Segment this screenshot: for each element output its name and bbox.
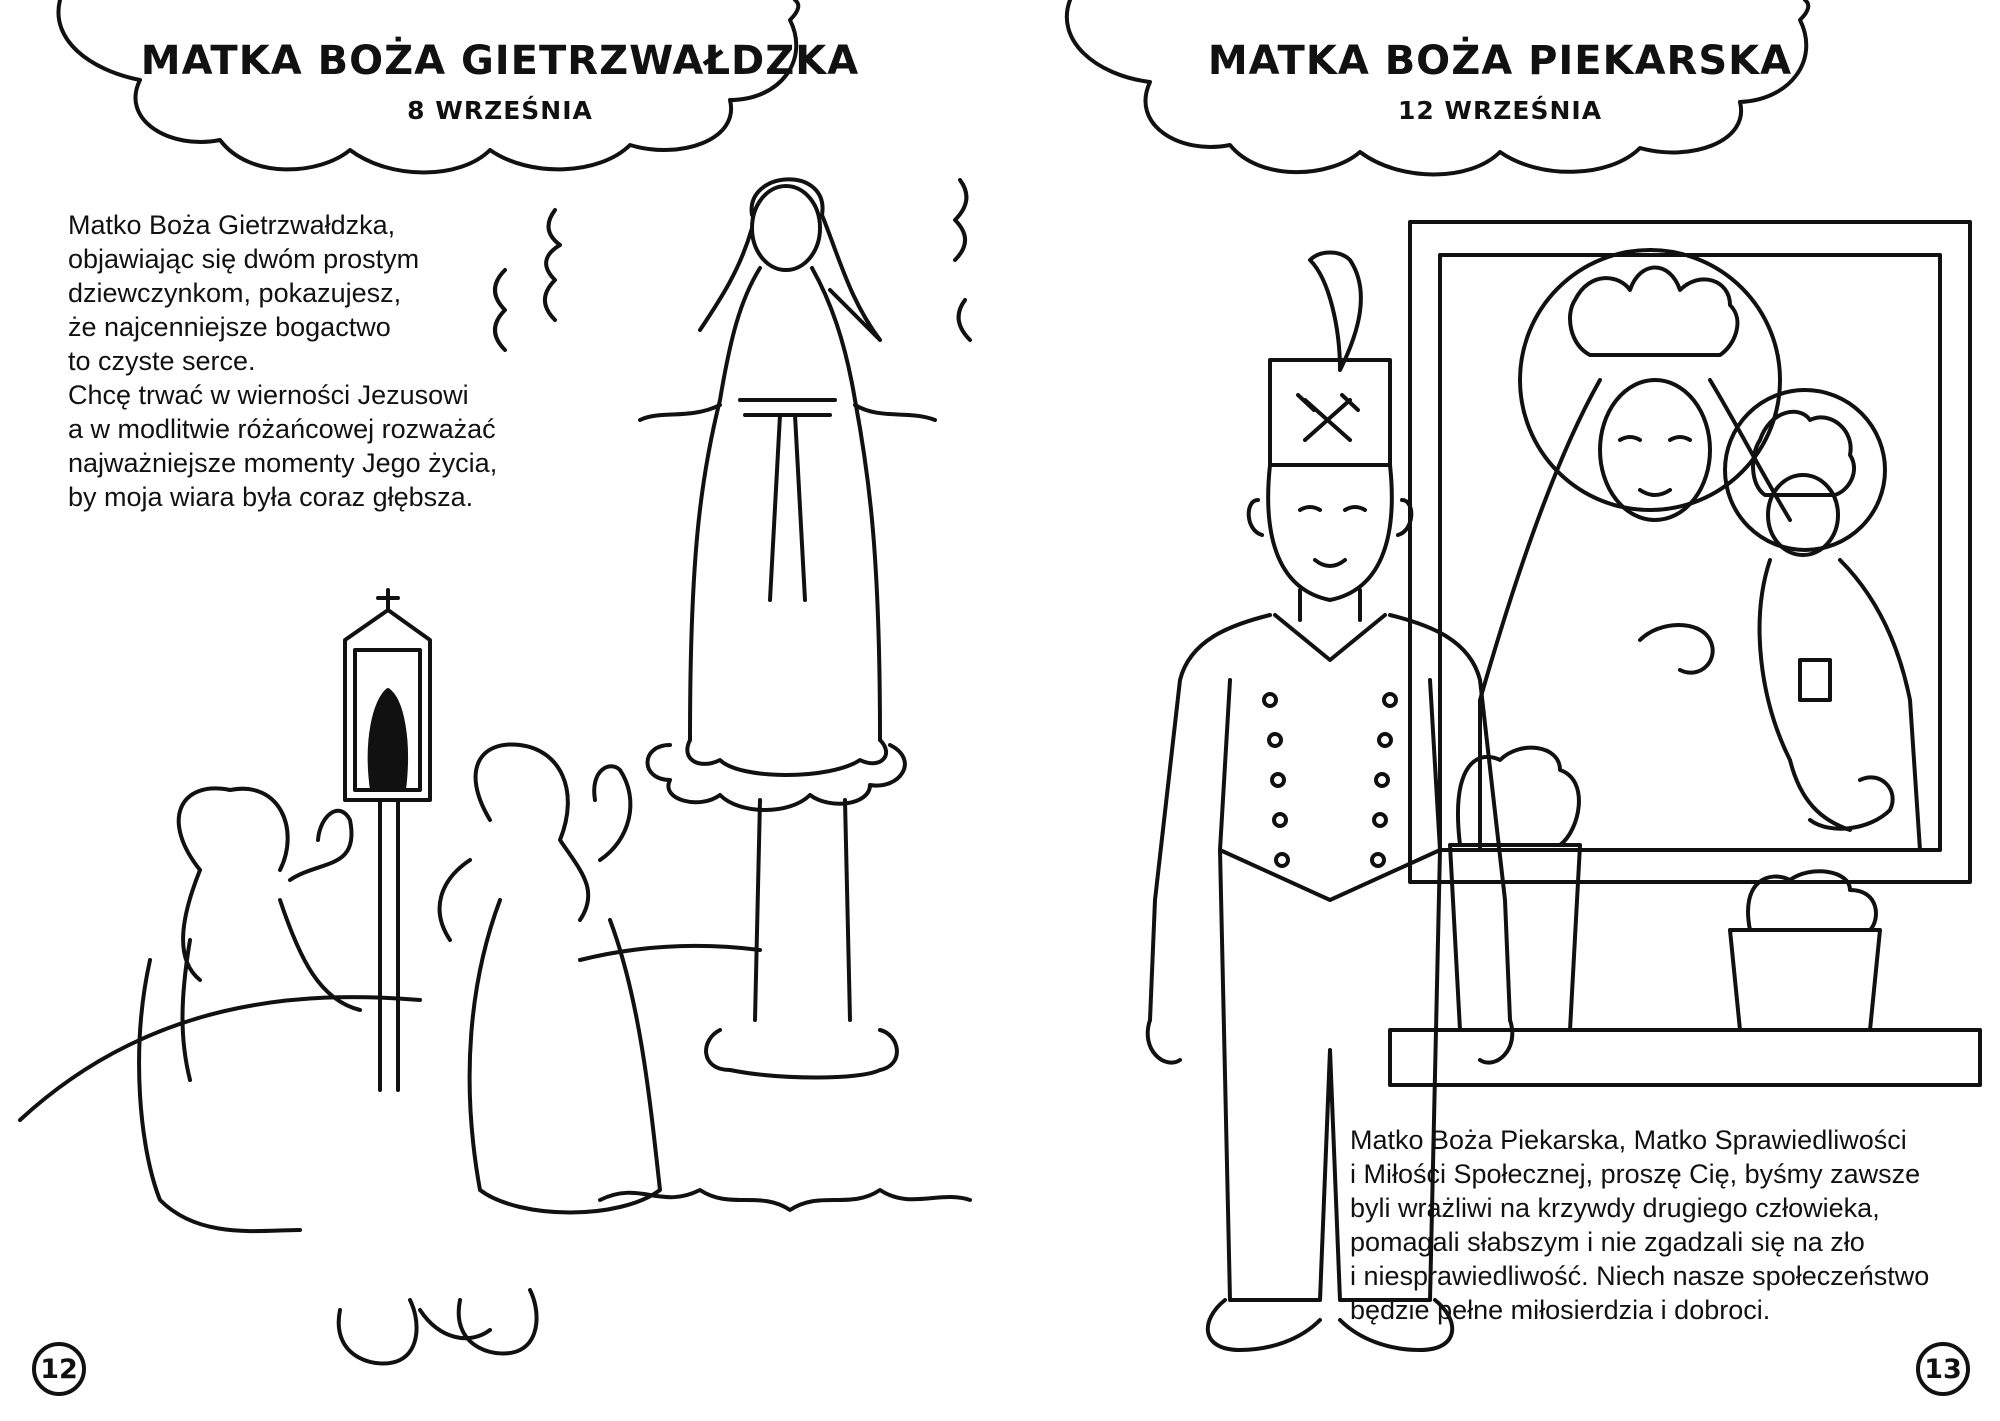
miner-plume	[1310, 253, 1361, 371]
feast-date: 12 WRZEŚNIA	[1397, 96, 1603, 125]
pillar	[755, 800, 850, 1020]
wayside-shrine	[345, 590, 430, 1090]
framed-icon	[1410, 222, 1970, 882]
miner-hat	[1270, 360, 1390, 465]
feast-date: 8 WRZEŚNIA	[407, 96, 593, 125]
page-number: 12	[32, 1342, 86, 1396]
pot-left	[1450, 845, 1580, 1030]
mary-figure	[640, 179, 935, 1077]
prayer-text: Matko Boża Gietrzwałdzka, objawiając się dwóm prostym dziewczynkom, pokazujesz, że najcenniejsze bogactwo to czyste serce. Chcę trwać w wierności Jezusowi a w modlitwie różańcowej rozważać najważniejsze momenty Jego życia, by moja wiara była coraz głębsza.	[68, 210, 498, 512]
page-title: MATKA BOŻA GIETRZWAŁDZKA	[140, 38, 860, 84]
page-number: 13	[1916, 1342, 1970, 1396]
title-cloud	[58, 0, 798, 173]
page-title: MATKA BOŻA PIEKARSKA	[1207, 38, 1793, 84]
title-cloud	[1067, 0, 1808, 175]
prayer-text: Matko Boża Piekarska, Matko Sprawiedliwości i Miłości Społecznej, proszę Cię, byśmy zawsze byli wrażliwi na krzywdy drugiego człowieka, pomagali słabszym i nie zgadzali się na zło i niesprawiedliwość. Niech nasze społeczeństwo będzie pełne miłosierdzia i dobroci.	[1350, 1125, 1930, 1325]
right-page	[1000, 0, 2000, 1421]
wind-lines	[495, 180, 970, 350]
shelf	[1390, 1030, 1980, 1085]
pot-right	[1730, 930, 1880, 1030]
